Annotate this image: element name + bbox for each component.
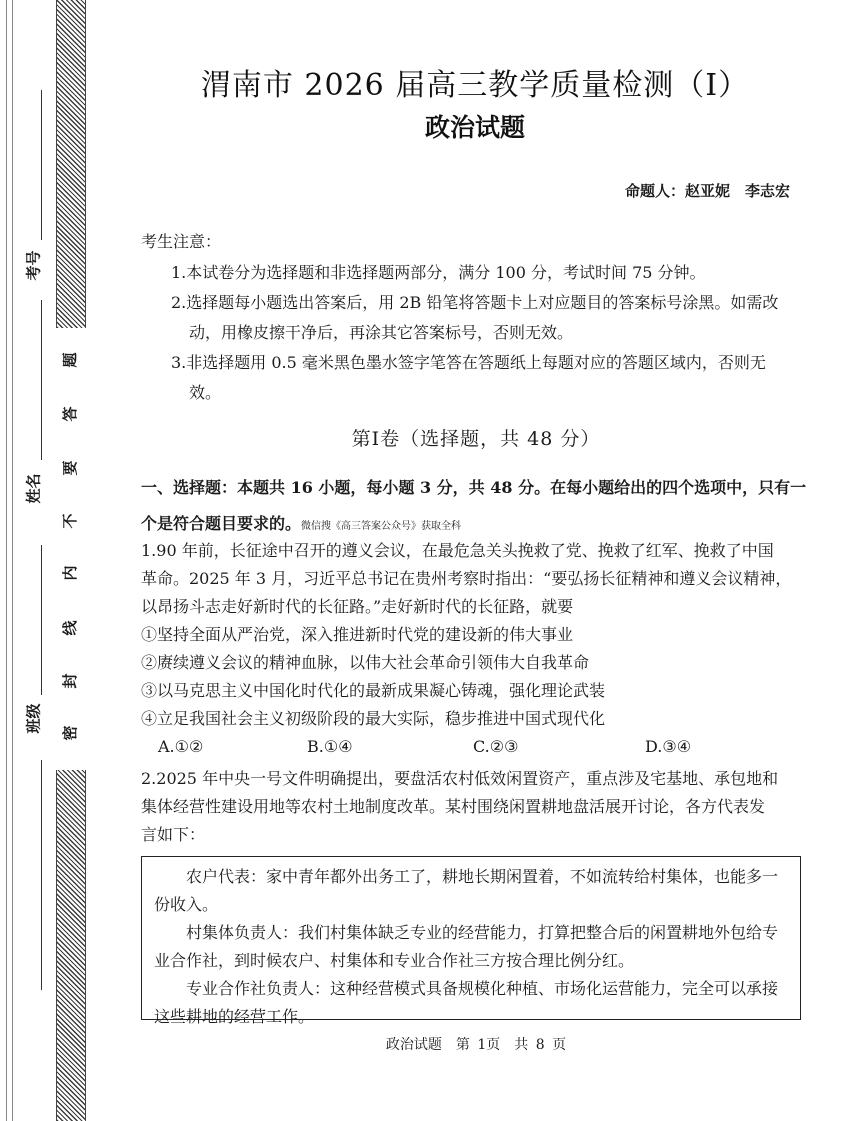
choice-c: C.②③ bbox=[473, 737, 519, 756]
exam-number-label: 考号 bbox=[24, 250, 43, 281]
seal-word: 线 bbox=[61, 620, 79, 636]
notice-item: 3.非选择题用 0.5 毫米黑色墨水签字笔答在答题纸上每题对应的答题区域内，否则无 bbox=[171, 353, 766, 372]
notice-list bbox=[141, 258, 811, 408]
binding-margin bbox=[0, 0, 92, 1121]
class-line[interactable] bbox=[41, 545, 42, 695]
question-stem-line: 以昂扬斗志走好新时代的长征路。”走好新时代的长征路，就要 bbox=[141, 597, 574, 616]
binding-edge-line bbox=[6, 0, 7, 1121]
seal-word: 内 bbox=[61, 565, 79, 581]
part-title bbox=[141, 470, 811, 545]
blank-line bbox=[41, 760, 42, 990]
authors: 命题人：赵亚妮 李志宏 bbox=[624, 182, 790, 200]
part-title-line: 一、选择题：本题共 16 小题，每小题 3 分，共 48 分。在每小题给出的四个选项中，只有一 bbox=[141, 478, 807, 497]
notice-label: 考生注意： bbox=[141, 232, 222, 251]
question-stem-line: 言如下： bbox=[141, 825, 206, 844]
name-label: 姓名 bbox=[24, 473, 43, 504]
discussion-box bbox=[141, 856, 801, 1026]
binding-hatch-bottom bbox=[56, 770, 86, 1121]
question-stem-line: 2.2025 年中央一号文件明确提出，要盘活农村低效闲置资产，重点涉及宅基地、承包地和 bbox=[141, 769, 779, 788]
question-1 bbox=[141, 537, 811, 761]
statement-option: ④立足我国社会主义初级阶段的最大实际，稳步推进中国式现代化 bbox=[141, 709, 606, 728]
statement-option: ③以马克思主义中国化时代化的最新成果凝心铸魂，强化理论武装 bbox=[141, 681, 606, 700]
class-label: 班级 bbox=[24, 703, 43, 734]
page-footer: 政治试题 第 1页 共 8 页 bbox=[385, 1037, 567, 1053]
choice-d: D.③④ bbox=[645, 737, 692, 756]
question-stem-line: 革命。2025 年 3 月，习近平总书记在贵州考察时指出：“要弘扬长征精神和遵义会议精神， bbox=[141, 569, 792, 588]
notice-item-continuation: 动，用橡皮擦干净后，再涂其它答案标号，否则无效。 bbox=[189, 323, 574, 342]
question-stem-line: 集体经营性建设用地等农村土地制度改革。某村围绕闲置耕地盘活展开讨论，各方代表发 bbox=[141, 797, 766, 816]
seal-word: 封 bbox=[61, 673, 79, 689]
notice-item: 2.选择题每小题选出答案后，用 2B 铅笔将答题卡上对应题目的答案标号涂黑。如需改 bbox=[171, 293, 779, 312]
exam-title: 渭南市 2026 届高三教学质量检测（Ⅰ） bbox=[200, 68, 750, 103]
seal-word: 不 bbox=[61, 513, 79, 529]
seal-word: 要 bbox=[61, 460, 79, 476]
discussion-paragraph: 农户代表：家中青年都外出务工了，耕地长期闲置着，不如流转给村集体，也能多一份收入。 bbox=[154, 867, 779, 914]
seal-word: 答 bbox=[61, 406, 79, 422]
binding-edge-line bbox=[12, 0, 13, 1121]
choice-b: B.①④ bbox=[307, 737, 353, 756]
exam-number-line[interactable] bbox=[41, 90, 42, 240]
discussion-paragraph: 村集体负责人：我们村集体缺乏专业的经营能力，打算把整合后的闲置耕地外包给专业合作社，到时候农户、村集体和专业合作社三方按合理比例分红。 bbox=[154, 923, 779, 970]
statement-option: ②赓续遵义会议的精神血脉，以伟大社会革命引领伟大自我革命 bbox=[141, 653, 590, 672]
section-title: 第Ⅰ卷（选择题，共 48 分） bbox=[351, 428, 601, 450]
question-2 bbox=[141, 765, 811, 849]
name-line[interactable] bbox=[41, 300, 42, 460]
answer-choices bbox=[141, 733, 811, 761]
part-title-line: 个是符合题目要求的。 bbox=[141, 514, 302, 533]
seal-word: 密 bbox=[61, 725, 79, 741]
statement-option: ①坚持全面从严治党，深入推进新时代党的建设新的伟大事业 bbox=[141, 625, 574, 644]
subject-title: 政治试题 bbox=[424, 113, 525, 142]
question-stem-line: 1.90 年前，长征途中召开的遵义会议，在最危急关头挽救了党、挽救了红军、挽救了中国 bbox=[141, 541, 774, 560]
notice-item-continuation: 效。 bbox=[189, 383, 222, 402]
seal-word: 题 bbox=[61, 352, 79, 368]
choice-a: A.①② bbox=[158, 737, 204, 756]
notice-item: 1.本试卷分为选择题和非选择题两部分，满分 100 分，考试时间 75 分钟。 bbox=[171, 263, 706, 282]
watermark-text: 微信搜《高三答案公众号》获取全科 bbox=[301, 521, 462, 532]
discussion-paragraph: 专业合作社负责人：这种经营模式具备规模化种植、市场化运营能力，完全可以承接这些耕地的经营工作。 bbox=[154, 979, 779, 1026]
binding-hatch-top bbox=[56, 0, 86, 328]
